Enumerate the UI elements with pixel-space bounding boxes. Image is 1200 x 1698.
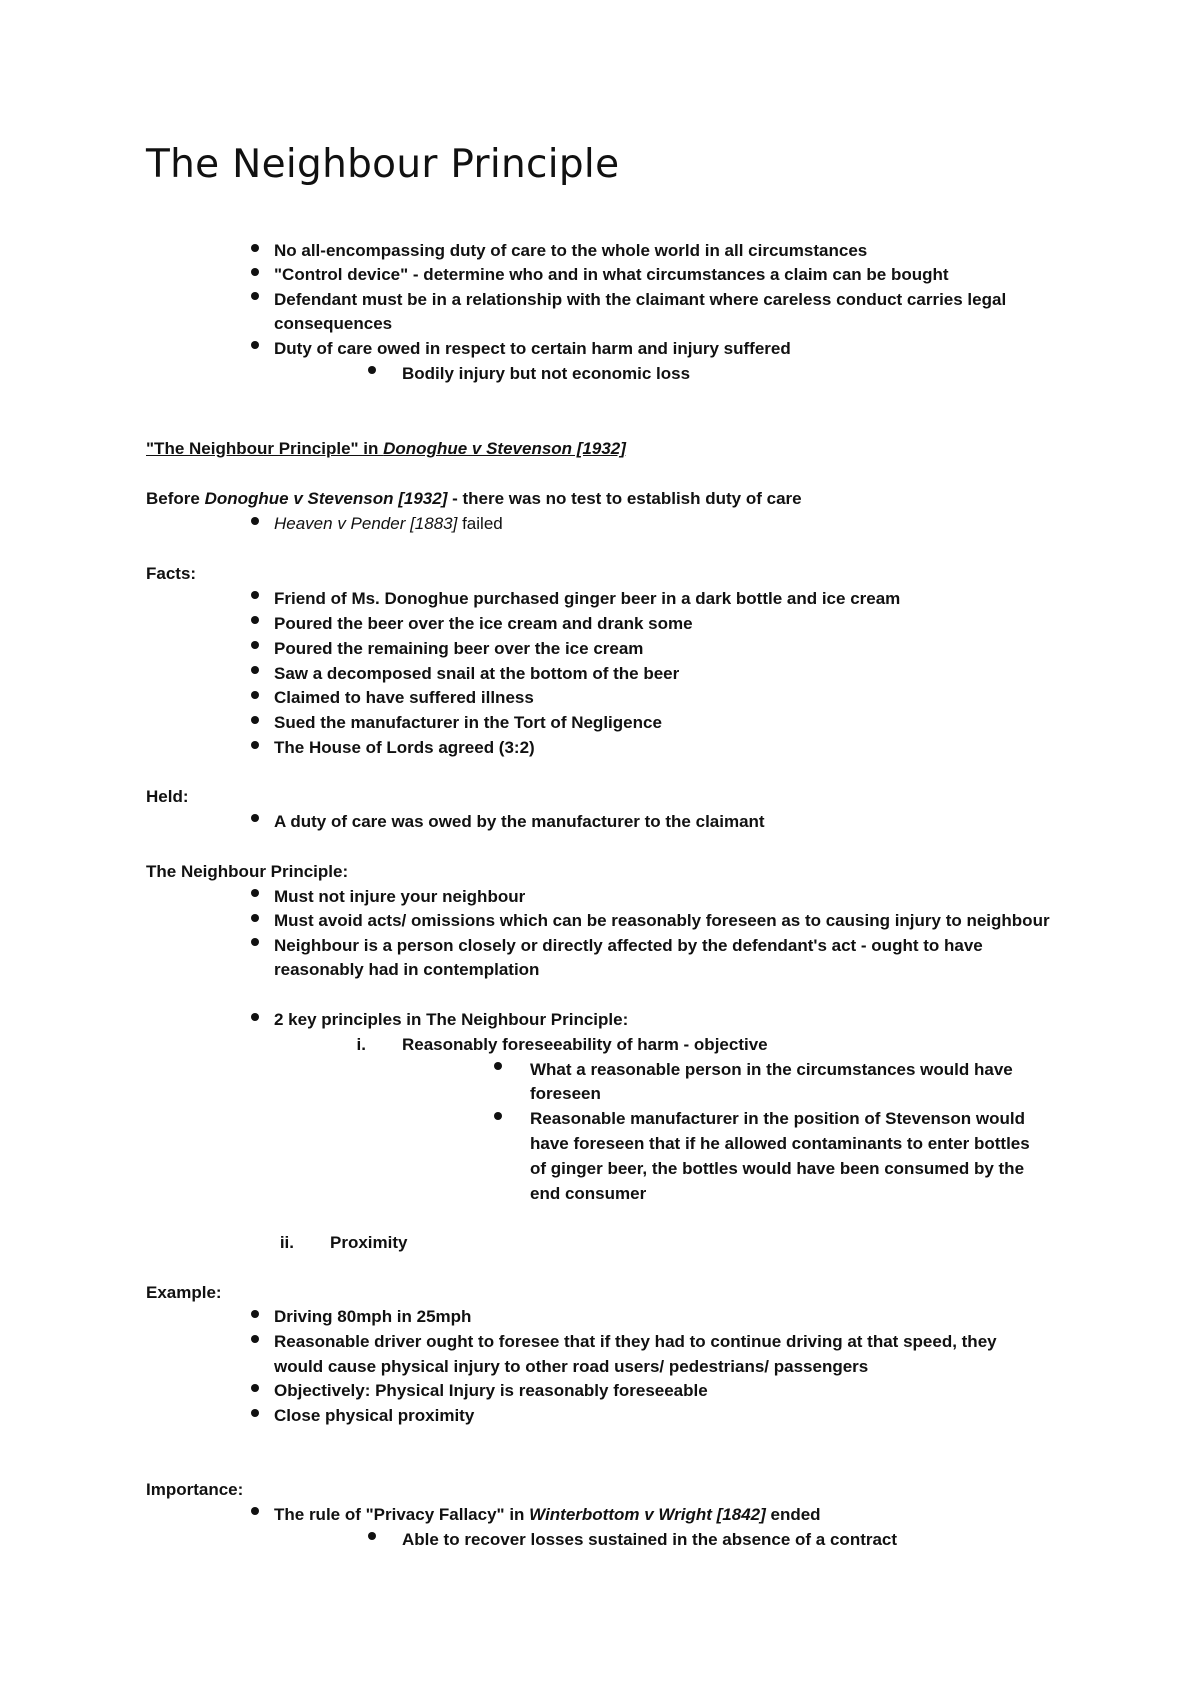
list-item: Friend of Ms. Donoghue purchased ginger beer in a dark bottle and ice cream: [274, 589, 901, 608]
bullet-icon: [251, 616, 259, 624]
case-citation: Winterbottom v Wright [1842]: [529, 1505, 766, 1524]
roman-numeral: i.: [356, 1035, 366, 1054]
example-label: Example:: [146, 1283, 222, 1302]
importance-suffix: ended: [765, 1505, 821, 1524]
bullet-icon: [251, 1507, 259, 1515]
bullet-icon: [251, 641, 259, 649]
before-line: [146, 487, 802, 511]
sub-list-item-continuation: foreseen: [530, 1084, 601, 1103]
list-item: Claimed to have suffered illness: [274, 688, 534, 707]
list-item: [274, 1503, 821, 1527]
facts-label: Facts:: [146, 564, 197, 583]
list-item: Neighbour is a person closely or directly affected by the defendant's act - ought to have: [274, 936, 983, 955]
sub-list-item-continuation: have foreseen that if he allowed contaminants to enter bottles: [530, 1134, 1030, 1153]
bullet-icon: [251, 814, 259, 822]
bullet-icon: [368, 366, 376, 374]
bullet-icon: [494, 1062, 502, 1070]
list-item: Must avoid acts/ omissions which can be reasonably foreseen as to causing injury to neighbour: [274, 911, 1050, 930]
list-item: [274, 512, 503, 536]
list-item: A duty of care was owed by the manufacturer to the claimant: [274, 812, 765, 831]
list-item: Sued the manufacturer in the Tort of Negligence: [274, 713, 662, 732]
bullet-icon: [251, 591, 259, 599]
bullet-icon: [251, 889, 259, 897]
roman-numeral: ii.: [279, 1233, 294, 1252]
sub-list-item-continuation: end consumer: [530, 1184, 647, 1203]
bullet-icon: [251, 666, 259, 674]
case-citation: Donoghue v Stevenson [1932]: [383, 439, 626, 458]
principle-item: Reasonably foreseeability of harm - objective: [402, 1035, 768, 1054]
list-item: Poured the beer over the ice cream and drank some: [274, 614, 693, 633]
bullet-icon: [251, 1310, 259, 1318]
bullet-icon: [494, 1112, 502, 1120]
list-item: 2 key principles in The Neighbour Principle:: [274, 1010, 629, 1029]
list-item-suffix: failed: [457, 514, 503, 533]
sub-list-item: Able to recover losses sustained in the absence of a contract: [402, 1530, 898, 1549]
list-item: Defendant must be in a relationship with the claimant where careless conduct carries legal: [274, 290, 1007, 309]
list-item: The House of Lords agreed (3:2): [274, 738, 535, 757]
list-item-continuation: would cause physical injury to other road users/ pedestrians/ passengers: [274, 1357, 869, 1376]
sub-list-item: Bodily injury but not economic loss: [402, 364, 691, 383]
bullet-icon: [251, 1384, 259, 1392]
case-citation: Heaven v Pender [1883]: [274, 514, 458, 533]
section-heading-text: "The Neighbour Principle" in: [146, 439, 384, 458]
bullet-icon: [251, 341, 259, 349]
list-item: Driving 80mph in 25mph: [274, 1307, 472, 1326]
list-item: Reasonable driver ought to foresee that if they had to continue driving at that speed, they: [274, 1332, 997, 1351]
sub-list-item: What a reasonable person in the circumstances would have: [530, 1060, 1013, 1079]
bullet-icon: [251, 268, 259, 276]
bullet-icon: [251, 938, 259, 946]
list-item: No all-encompassing duty of care to the whole world in all circumstances: [274, 241, 868, 260]
bullet-icon: [368, 1532, 376, 1540]
bullet-icon: [251, 914, 259, 922]
importance-prefix: The rule of "Privacy Fallacy" in: [274, 1505, 530, 1524]
importance-label: Importance:: [146, 1480, 244, 1499]
bullet-icon: [251, 741, 259, 749]
page-title: The Neighbour Principle: [146, 142, 620, 187]
bullet-icon: [251, 1409, 259, 1417]
before-suffix: - there was no test to establish duty of care: [447, 489, 802, 508]
list-item: Duty of care owed in respect to certain harm and injury suffered: [274, 339, 791, 358]
bullet-icon: [251, 292, 259, 300]
neighbour-label: The Neighbour Principle:: [146, 862, 349, 881]
case-citation: Donoghue v Stevenson [1932]: [204, 489, 448, 508]
held-label: Held:: [146, 787, 189, 806]
list-item-continuation: reasonably had in contemplation: [274, 960, 540, 979]
bullet-icon: [251, 517, 259, 525]
list-item: Poured the remaining beer over the ice cream: [274, 639, 644, 658]
list-item: "Control device" - determine who and in what circumstances a claim can be bought: [274, 265, 949, 284]
list-item-continuation: consequences: [274, 314, 393, 333]
section-heading: [146, 437, 626, 461]
list-item: Objectively: Physical Injury is reasonably foreseeable: [274, 1381, 708, 1400]
list-item: Close physical proximity: [274, 1406, 475, 1425]
bullet-icon: [251, 691, 259, 699]
bullet-icon: [251, 244, 259, 252]
bullet-icon: [251, 1335, 259, 1343]
sub-list-item: Reasonable manufacturer in the position of Stevenson would: [530, 1109, 1025, 1128]
sub-list-item-continuation: of ginger beer, the bottles would have been consumed by the: [530, 1159, 1025, 1178]
bullet-icon: [251, 1013, 259, 1021]
list-item: Must not injure your neighbour: [274, 887, 526, 906]
list-item: Saw a decomposed snail at the bottom of the beer: [274, 664, 680, 683]
principle-item: Proximity: [330, 1233, 408, 1252]
bullet-icon: [251, 716, 259, 724]
before-prefix: Before: [146, 489, 205, 508]
